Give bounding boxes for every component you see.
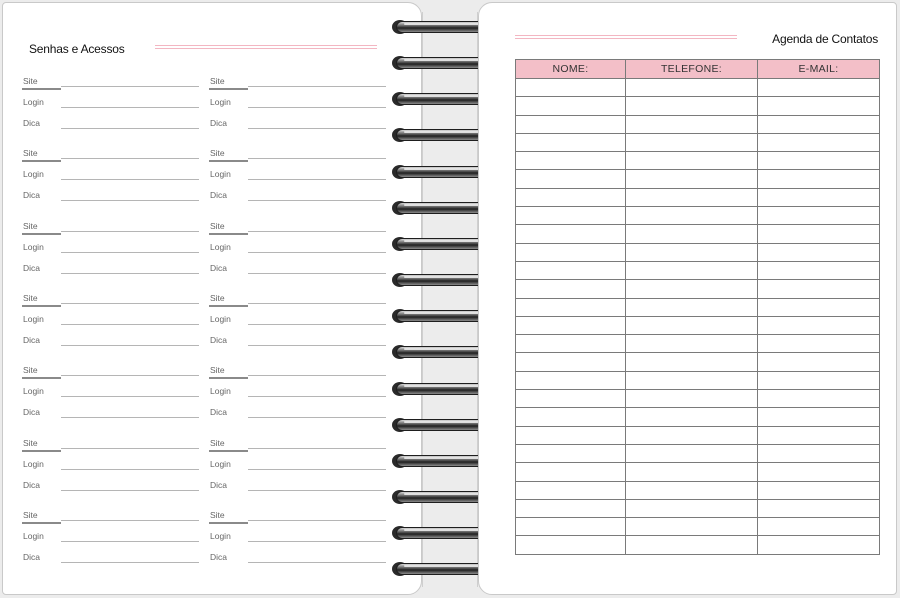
- field-row-login: [22, 241, 199, 255]
- contact-row: [516, 426, 880, 444]
- field-label-site: Site: [23, 292, 38, 303]
- contact-row: [516, 536, 880, 554]
- contact-cell-name[interactable]: [516, 518, 626, 536]
- field-row-hint: [209, 189, 386, 203]
- contact-cell-email[interactable]: [758, 133, 880, 151]
- contact-row: [516, 518, 880, 536]
- field-row-login: [22, 168, 199, 182]
- site-underline: [209, 160, 248, 162]
- site-underline: [22, 450, 61, 452]
- write-line-site[interactable]: [61, 303, 199, 304]
- contact-cell-name[interactable]: [516, 207, 626, 225]
- password-entry: [22, 220, 199, 286]
- contact-row: [516, 298, 880, 316]
- field-row-site: [209, 292, 386, 306]
- field-label-login: Login: [23, 97, 44, 107]
- contact-cell-email[interactable]: [758, 207, 880, 225]
- field-label-login: Login: [23, 530, 44, 541]
- field-row-site: [22, 220, 199, 234]
- contact-cell-name[interactable]: [516, 170, 626, 188]
- contact-cell-email[interactable]: [758, 152, 880, 170]
- write-line-login[interactable]: [61, 396, 199, 397]
- contact-cell-email[interactable]: [758, 170, 880, 188]
- field-row-hint: [209, 117, 386, 131]
- contact-cell-name[interactable]: [516, 79, 626, 97]
- contact-cell-email[interactable]: [758, 390, 880, 408]
- field-row-site: [209, 220, 386, 234]
- left-page: [2, 2, 422, 595]
- write-line-site[interactable]: [61, 448, 199, 449]
- field-row-login: [22, 385, 199, 399]
- write-line-hint[interactable]: [61, 490, 199, 491]
- contact-cell-phone[interactable]: [626, 335, 758, 353]
- contact-cell-name[interactable]: [516, 261, 626, 279]
- contact-row: [516, 316, 880, 334]
- password-entry: [22, 437, 199, 503]
- contact-cell-email[interactable]: [758, 225, 880, 243]
- write-line-hint[interactable]: [248, 417, 386, 418]
- field-row-login: [209, 168, 386, 182]
- field-row-hint: [22, 262, 199, 276]
- write-line-site[interactable]: [248, 303, 386, 304]
- contact-cell-phone[interactable]: [626, 371, 758, 389]
- contact-row: [516, 97, 880, 115]
- field-row-site: [209, 147, 386, 161]
- contact-row: [516, 280, 880, 298]
- write-line-site[interactable]: [248, 231, 386, 232]
- site-underline: [209, 305, 248, 307]
- password-entry: [209, 292, 386, 358]
- field-label-hint: Dica: [23, 118, 41, 128]
- contact-cell-email[interactable]: [758, 481, 880, 499]
- field-row-site: [22, 437, 199, 451]
- contact-cell-name[interactable]: [516, 481, 626, 499]
- contact-cell-email[interactable]: [758, 444, 880, 462]
- title-accent-line: [155, 45, 377, 46]
- contact-cell-name[interactable]: [516, 426, 626, 444]
- field-label-login: Login: [23, 386, 44, 397]
- field-row-login: [209, 241, 386, 255]
- write-line-login[interactable]: [61, 107, 199, 108]
- write-line-login[interactable]: [248, 252, 386, 253]
- write-line-login[interactable]: [248, 469, 386, 470]
- contact-cell-email[interactable]: [758, 79, 880, 97]
- site-underline: [209, 233, 248, 235]
- contact-cell-phone[interactable]: [626, 499, 758, 517]
- field-label-site: Site: [210, 365, 225, 376]
- field-label-hint: Dica: [210, 262, 228, 273]
- field-row-hint: [209, 406, 386, 420]
- contact-cell-name[interactable]: [516, 152, 626, 170]
- contact-cell-phone[interactable]: [626, 518, 758, 536]
- write-line-hint[interactable]: [248, 490, 386, 491]
- field-row-login: [22, 96, 199, 110]
- contact-row: [516, 115, 880, 133]
- write-line-login[interactable]: [61, 252, 199, 253]
- site-underline: [209, 377, 248, 379]
- field-label-login: Login: [210, 169, 231, 180]
- contact-cell-name[interactable]: [516, 225, 626, 243]
- field-label-hint: Dica: [210, 407, 228, 418]
- contact-cell-name[interactable]: [516, 408, 626, 426]
- field-label-site: Site: [23, 220, 38, 231]
- field-row-login: [22, 530, 199, 544]
- field-row-site: [209, 364, 386, 378]
- contact-row: [516, 133, 880, 151]
- contact-cell-name[interactable]: [516, 390, 626, 408]
- contacts-page-title: Agenda de Contatos: [772, 32, 878, 46]
- title-accent-line: [155, 48, 377, 49]
- field-label-site: Site: [210, 76, 225, 86]
- field-label-site: Site: [210, 509, 225, 520]
- field-row-login: [209, 458, 386, 472]
- contact-cell-name[interactable]: [516, 499, 626, 517]
- field-label-site: Site: [23, 365, 38, 376]
- field-row-hint: [209, 551, 386, 565]
- field-label-login: Login: [210, 530, 231, 541]
- contact-cell-name[interactable]: [516, 316, 626, 334]
- write-line-login[interactable]: [248, 541, 386, 542]
- site-underline: [22, 160, 61, 162]
- contact-cell-name[interactable]: [516, 115, 626, 133]
- contact-cell-phone[interactable]: [626, 481, 758, 499]
- field-row-site: [22, 147, 199, 161]
- write-line-hint[interactable]: [61, 273, 199, 274]
- contact-cell-phone[interactable]: [626, 188, 758, 206]
- password-entry: [209, 147, 386, 213]
- contact-cell-email[interactable]: [758, 243, 880, 261]
- field-row-hint: [22, 334, 199, 348]
- site-underline: [209, 88, 248, 90]
- field-label-site: Site: [210, 148, 225, 159]
- title-accent-line: [515, 38, 737, 39]
- field-label-login: Login: [210, 458, 231, 469]
- contact-cell-phone[interactable]: [626, 261, 758, 279]
- password-entry: [22, 292, 199, 358]
- field-label-login: Login: [23, 458, 44, 469]
- field-label-site: Site: [210, 437, 225, 448]
- contact-cell-email[interactable]: [758, 316, 880, 334]
- contact-row: [516, 225, 880, 243]
- field-label-login: Login: [210, 241, 231, 252]
- contact-cell-phone[interactable]: [626, 79, 758, 97]
- write-line-hint[interactable]: [248, 273, 386, 274]
- password-entry: [209, 509, 386, 575]
- contact-cell-name[interactable]: [516, 97, 626, 115]
- field-label-hint: Dica: [23, 551, 41, 562]
- contact-cell-email[interactable]: [758, 536, 880, 554]
- contact-cell-name[interactable]: [516, 335, 626, 353]
- contact-cell-phone[interactable]: [626, 243, 758, 261]
- field-label-hint: Dica: [210, 551, 228, 562]
- site-underline: [209, 450, 248, 452]
- write-line-login[interactable]: [61, 179, 199, 180]
- write-line-site[interactable]: [61, 520, 199, 521]
- site-underline: [22, 233, 61, 235]
- field-label-site: Site: [23, 148, 38, 159]
- field-row-login: [209, 530, 386, 544]
- contact-row: [516, 188, 880, 206]
- password-entry: [209, 220, 386, 286]
- password-entry: [22, 509, 199, 575]
- contact-cell-name[interactable]: [516, 463, 626, 481]
- contact-cell-email[interactable]: [758, 499, 880, 517]
- contact-cell-name[interactable]: [516, 133, 626, 151]
- field-label-login: Login: [23, 169, 44, 180]
- contact-row: [516, 499, 880, 517]
- write-line-hint[interactable]: [61, 128, 199, 129]
- field-label-hint: Dica: [23, 407, 41, 418]
- field-row-login: [209, 385, 386, 399]
- write-line-login[interactable]: [248, 396, 386, 397]
- field-row-hint: [209, 479, 386, 493]
- field-label-site: Site: [210, 292, 225, 303]
- field-row-site: [209, 75, 386, 89]
- contact-cell-email[interactable]: [758, 518, 880, 536]
- field-label-hint: Dica: [210, 334, 228, 345]
- contact-cell-phone[interactable]: [626, 298, 758, 316]
- write-line-login[interactable]: [248, 179, 386, 180]
- contact-row: [516, 463, 880, 481]
- write-line-hint[interactable]: [61, 200, 199, 201]
- contact-cell-name[interactable]: [516, 536, 626, 554]
- column-header-phone: TELEFONE:: [626, 60, 758, 79]
- write-line-hint[interactable]: [248, 200, 386, 201]
- contact-cell-name[interactable]: [516, 353, 626, 371]
- contact-cell-name[interactable]: [516, 188, 626, 206]
- write-line-site[interactable]: [248, 158, 386, 159]
- contact-cell-phone[interactable]: [626, 408, 758, 426]
- contact-cell-phone[interactable]: [626, 536, 758, 554]
- field-row-site: [22, 292, 199, 306]
- contact-cell-email[interactable]: [758, 261, 880, 279]
- contact-row: [516, 481, 880, 499]
- write-line-hint[interactable]: [248, 128, 386, 129]
- password-entry: [209, 364, 386, 430]
- contact-cell-email[interactable]: [758, 280, 880, 298]
- field-label-hint: Dica: [23, 479, 41, 490]
- contact-cell-phone[interactable]: [626, 280, 758, 298]
- field-label-site: Site: [23, 509, 38, 520]
- contact-cell-name[interactable]: [516, 280, 626, 298]
- field-label-hint: Dica: [23, 334, 41, 345]
- contact-row: [516, 79, 880, 97]
- contact-cell-phone[interactable]: [626, 133, 758, 151]
- contact-cell-email[interactable]: [758, 97, 880, 115]
- write-line-site[interactable]: [61, 375, 199, 376]
- contact-cell-phone[interactable]: [626, 353, 758, 371]
- contact-row: [516, 335, 880, 353]
- write-line-hint[interactable]: [61, 417, 199, 418]
- password-entry: [22, 75, 199, 141]
- field-row-site: [22, 509, 199, 523]
- right-page: [478, 2, 897, 595]
- title-accent-line: [515, 35, 737, 36]
- field-label-site: Site: [210, 220, 225, 231]
- password-entry: [22, 364, 199, 430]
- field-label-hint: Dica: [23, 262, 41, 273]
- site-underline: [22, 522, 61, 524]
- write-line-site[interactable]: [248, 448, 386, 449]
- field-row-hint: [209, 334, 386, 348]
- write-line-site[interactable]: [248, 520, 386, 521]
- site-underline: [22, 377, 61, 379]
- column-header-email: E-MAIL:: [758, 60, 880, 79]
- write-line-hint[interactable]: [248, 562, 386, 563]
- contact-cell-phone[interactable]: [626, 316, 758, 334]
- field-row-hint: [22, 479, 199, 493]
- contact-cell-phone[interactable]: [626, 426, 758, 444]
- field-row-hint: [22, 551, 199, 565]
- contact-cell-name[interactable]: [516, 243, 626, 261]
- contact-cell-phone[interactable]: [626, 463, 758, 481]
- contact-cell-email[interactable]: [758, 463, 880, 481]
- field-label-hint: Dica: [23, 190, 41, 201]
- contact-row: [516, 408, 880, 426]
- site-underline: [22, 305, 61, 307]
- write-line-site[interactable]: [61, 86, 199, 87]
- field-label-login: Login: [210, 97, 231, 107]
- contact-cell-phone[interactable]: [626, 390, 758, 408]
- field-row-hint: [22, 117, 199, 131]
- password-entry: [209, 437, 386, 503]
- write-line-site[interactable]: [61, 158, 199, 159]
- field-label-hint: Dica: [210, 118, 228, 128]
- write-line-hint[interactable]: [61, 562, 199, 563]
- contact-cell-name[interactable]: [516, 298, 626, 316]
- contact-cell-email[interactable]: [758, 115, 880, 133]
- contact-row: [516, 170, 880, 188]
- contact-cell-email[interactable]: [758, 426, 880, 444]
- contacts-header-row: [516, 60, 880, 79]
- field-row-login: [22, 313, 199, 327]
- site-underline: [22, 88, 61, 90]
- write-line-site[interactable]: [61, 231, 199, 232]
- contacts-rows: [516, 79, 880, 555]
- field-label-login: Login: [23, 241, 44, 252]
- contact-cell-phone[interactable]: [626, 97, 758, 115]
- contact-cell-name[interactable]: [516, 444, 626, 462]
- contact-row: [516, 207, 880, 225]
- write-line-site[interactable]: [248, 375, 386, 376]
- field-row-site: [209, 437, 386, 451]
- field-row-hint: [209, 262, 386, 276]
- field-label-hint: Dica: [210, 190, 228, 201]
- write-line-login[interactable]: [61, 324, 199, 325]
- password-entry: [209, 75, 386, 141]
- site-underline: [209, 522, 248, 524]
- field-row-login: [209, 96, 386, 110]
- contact-cell-email[interactable]: [758, 353, 880, 371]
- write-line-login[interactable]: [61, 541, 199, 542]
- passwords-page-title: Senhas e Acessos: [29, 42, 125, 56]
- contact-row: [516, 261, 880, 279]
- contact-cell-phone[interactable]: [626, 170, 758, 188]
- field-row-hint: [22, 189, 199, 203]
- field-label-site: Site: [23, 76, 38, 86]
- field-label-login: Login: [23, 313, 44, 324]
- column-header-name: NOME:: [516, 60, 626, 79]
- contact-cell-phone[interactable]: [626, 225, 758, 243]
- field-label-hint: Dica: [210, 479, 228, 490]
- field-row-site: [22, 364, 199, 378]
- contact-cell-email[interactable]: [758, 335, 880, 353]
- contact-cell-phone[interactable]: [626, 207, 758, 225]
- write-line-site[interactable]: [248, 86, 386, 87]
- contact-row: [516, 152, 880, 170]
- write-line-hint[interactable]: [61, 345, 199, 346]
- field-label-site: Site: [23, 437, 38, 448]
- contact-cell-phone[interactable]: [626, 444, 758, 462]
- field-row-site: [209, 509, 386, 523]
- field-label-login: Login: [210, 386, 231, 397]
- write-line-login[interactable]: [248, 324, 386, 325]
- contact-row: [516, 390, 880, 408]
- contact-cell-email[interactable]: [758, 298, 880, 316]
- field-row-hint: [22, 406, 199, 420]
- contact-row: [516, 371, 880, 389]
- contact-cell-name[interactable]: [516, 371, 626, 389]
- write-line-login[interactable]: [248, 107, 386, 108]
- field-row-login: [209, 313, 386, 327]
- contact-cell-email[interactable]: [758, 408, 880, 426]
- field-label-login: Login: [210, 313, 231, 324]
- write-line-login[interactable]: [61, 469, 199, 470]
- field-row-login: [22, 458, 199, 472]
- field-row-site: [22, 75, 199, 89]
- contact-row: [516, 353, 880, 371]
- contact-cell-email[interactable]: [758, 371, 880, 389]
- contact-cell-phone[interactable]: [626, 115, 758, 133]
- write-line-hint[interactable]: [248, 345, 386, 346]
- contact-cell-email[interactable]: [758, 188, 880, 206]
- contacts-table: [515, 59, 880, 555]
- contact-cell-phone[interactable]: [626, 152, 758, 170]
- contact-row: [516, 243, 880, 261]
- contact-row: [516, 444, 880, 462]
- password-entry: [22, 147, 199, 213]
